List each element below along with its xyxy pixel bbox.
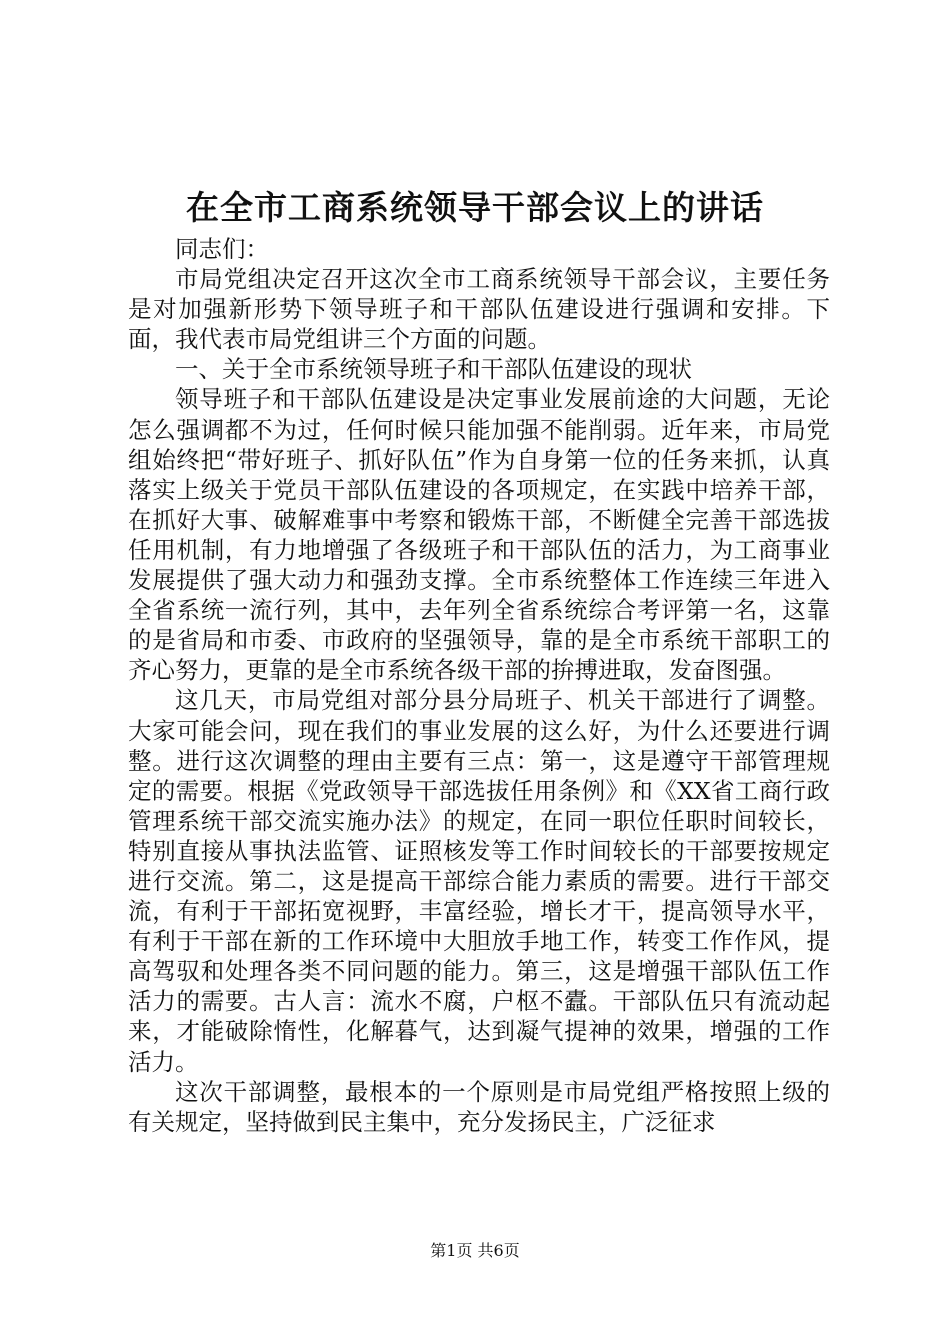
paragraph-principle: 这次干部调整，最根本的一个原则是市局党组严格按照上级的有关规定，坚持做到民主集中，充分发扬民主，广泛征求 — [128, 1077, 830, 1136]
paragraph-intro: 市局党组决定召开这次全市工商系统领导干部会议，主要任务是对加强新形势下领导班子和干部队伍建设进行强调和安排。下面，我代表市局党组讲三个方面的问题。 — [128, 265, 830, 354]
document-body — [128, 234, 830, 1137]
paragraph-adjustment: 这几天，市局党组对部分县分局班子、机关干部进行了调整。大家可能会问，现在我们的事业发展的这么好，为什么还要进行调整。进行这次调整的理由主要有三点：第一，这是遵守干部管理规定的需要。根据《党政领导干部选拔任用条例》和《XX省工商行政管理系统干部交流实施办法》的规定，在同一职位任职时间较长，特别直接从事执法监管、证照核发等工作时间较长的干部要按规定进行交流。第二，这是提高干部综合能力素质的需要。进行干部交流，有利于干部拓宽视野，丰富经验，增长才干，提高领导水平，有利于干部在新的工作环境中大胆放手地工作，转变工作作风，提高驾驭和处理各类不同问题的能力。第三，这是增强干部队伍工作活力的需要。古人言：流水不腐，户枢不蠹。干部队伍只有流动起来，才能破除惰性，化解暮气，达到凝气提神的效果，增强的工作活力。 — [128, 686, 830, 1076]
page-number: 第1页 共6页 — [430, 1241, 520, 1260]
salutation: 同志们： — [175, 235, 269, 263]
paragraph-status: 领导班子和干部队伍建设是决定事业发展前途的大问题，无论怎么强调都不为过，任何时候只能加强不能削弱。近年来，市局党组始终把“带好班子、抓好队伍”作为自身第一位的任务来抓，认真落实上级关于党员干部队伍建设的各项规定，在实践中培养干部，在抓好大事、破解难事中考察和锻炼干部，不断健全完善干部选拔任用机制，有力地增强了各级班子和干部队伍的活力，为工商事业发展提供了强大动力和强劲支撑。全市系统整体工作连续三年进入全省系统一流行列，其中，去年列全省系统综合考评第一名，这靠的是省局和市委、市政府的坚强领导，靠的是全市系统干部职工的齐心努力，更靠的是全市系统各级干部的拚搏进取，发奋图强。 — [128, 385, 830, 685]
document-title: 在全市工商系统领导干部会议上的讲话 — [186, 188, 764, 227]
section-heading: 一、关于全市系统领导班子和干部队伍建设的现状 — [175, 355, 692, 384]
